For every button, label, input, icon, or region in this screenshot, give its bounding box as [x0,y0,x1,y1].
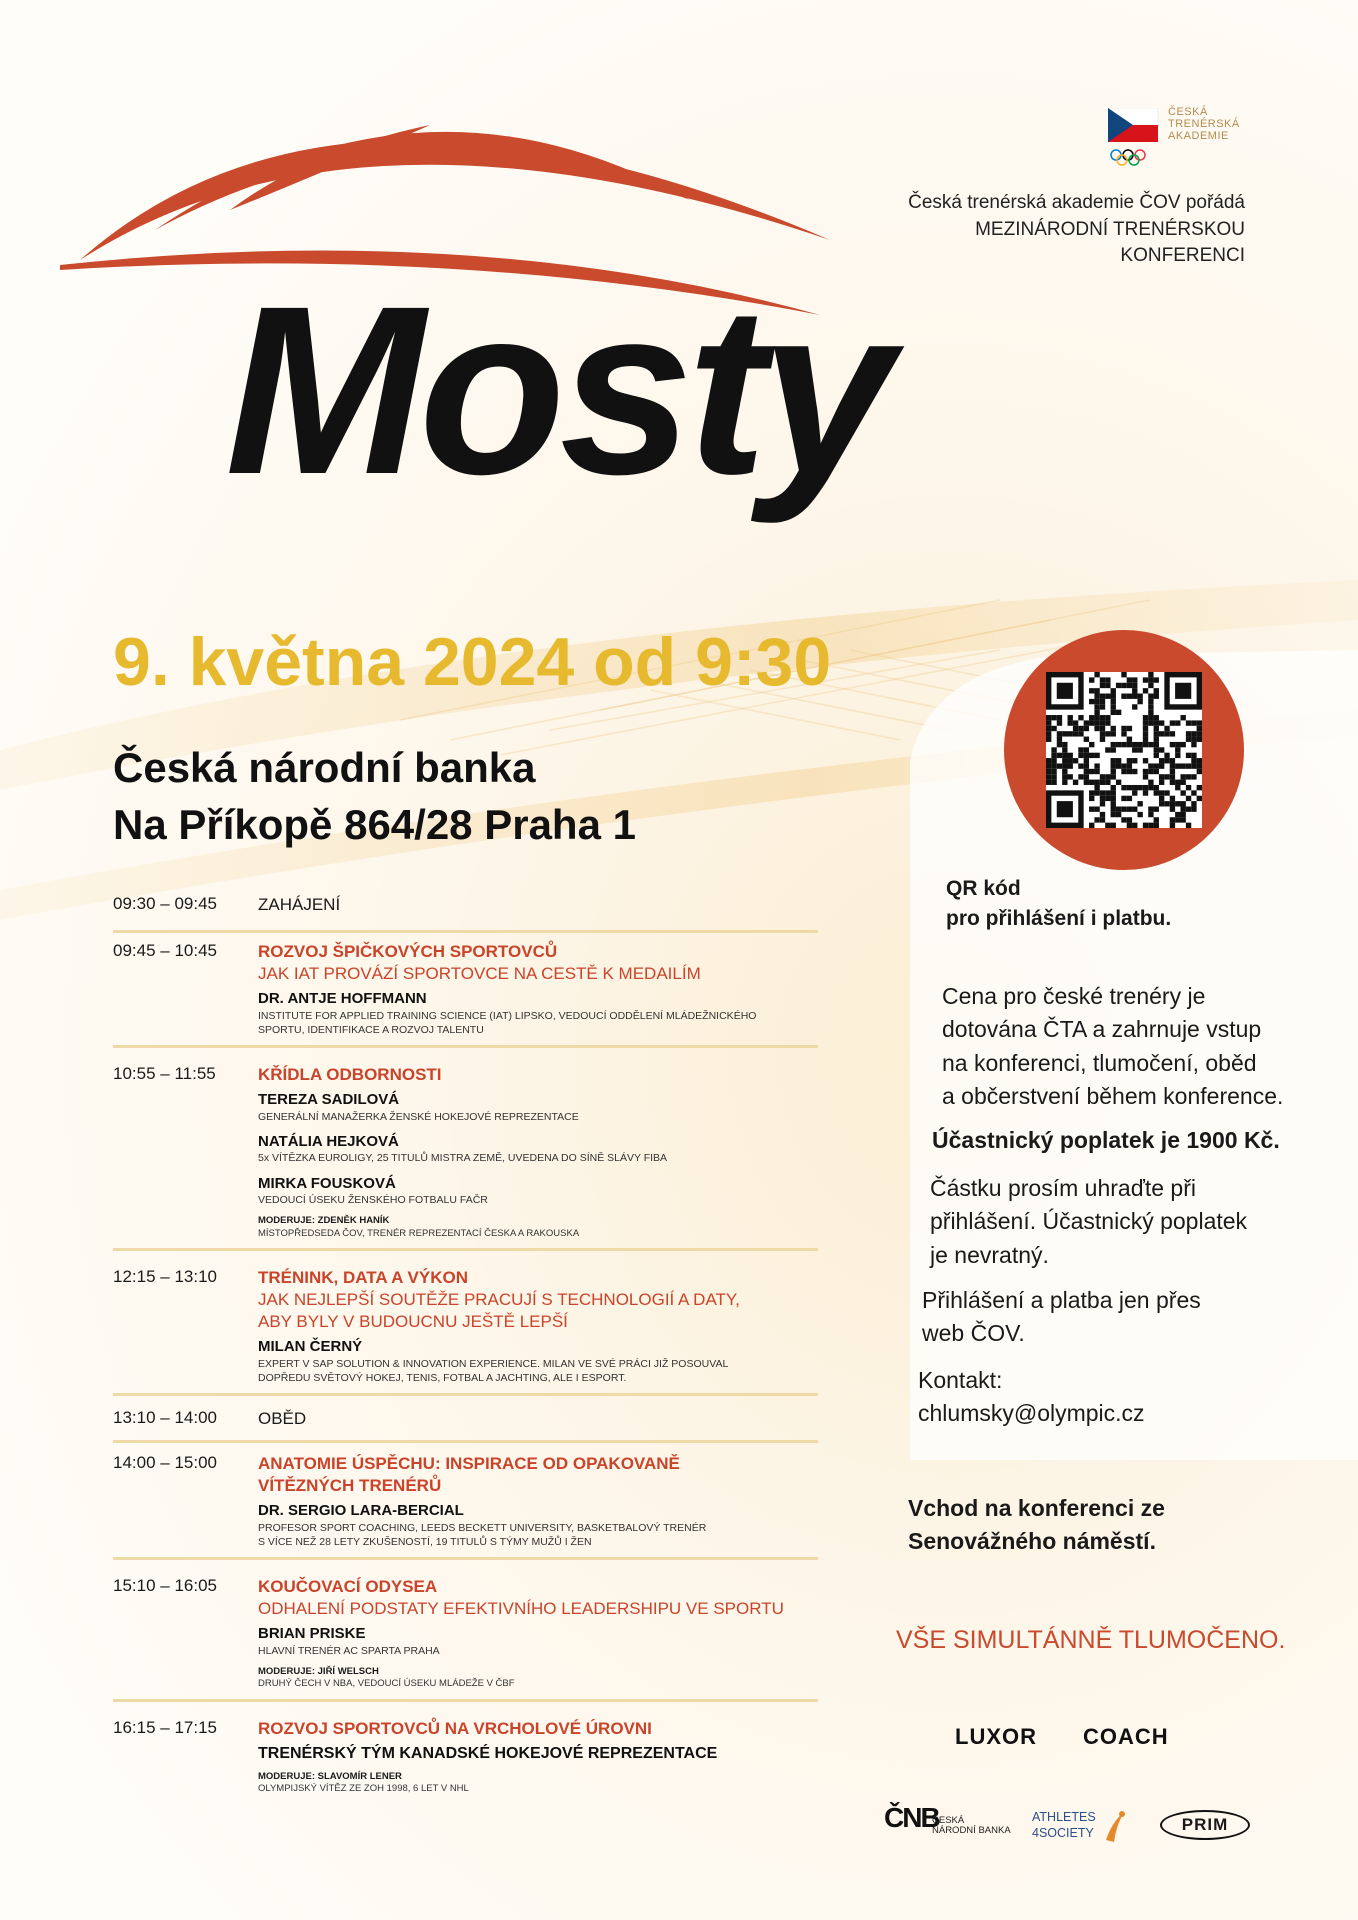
price-line: a občerstvení během konference. [942,1083,1284,1110]
slot-title: KOUČOVACÍ ODYSEA [258,1577,438,1597]
venue-name: Česká národní banka [113,744,536,791]
cnb-logo-mark: ČNB [884,1802,939,1833]
simultaneous-interpretation: VŠE SIMULTÁNNĚ TLUMOČENO. [896,1626,1286,1654]
slot-title: ROZVOJ ŠPIČKOVÝCH SPORTOVCŮ [258,942,558,962]
schedule-slot [113,1263,818,1396]
schedule-slot [113,1060,818,1251]
participation-fee: Účastnický poplatek je 1900 Kč. [932,1127,1280,1153]
slot-time: 10:55 – 11:55 [113,1064,216,1084]
slot-time: 14:00 – 15:00 [113,1453,217,1473]
slot-title: ANATOMIE ÚSPĚCHU: INSPIRACE OD OPAKOVANĚ [258,1454,680,1474]
price-line: na konferenci, tlumočení, oběd [942,1049,1257,1076]
slot-time: 12:15 – 13:10 [113,1266,217,1286]
cnb-logo-text [932,1816,1011,1837]
slot-time: 13:10 – 14:00 [113,1408,217,1428]
schedule-slot [113,890,818,933]
contact [918,1364,1145,1431]
speaker-desc: INSTITUTE FOR APPLIED TRAINING SCIENCE (IAT) LIPSKO, VEDOUCÍ ODDĚLENÍ MLÁDEŽNICKÉHO [258,1009,757,1022]
cta-logo-line: ČESKÁ [1168,106,1208,118]
athlete-figure-icon [1102,1808,1128,1844]
organizer-text [908,190,1245,270]
speaker-name: MIRKA FOUSKOVÁ [258,1174,396,1192]
web-line: Přihlášení a platba jen přes [922,1287,1201,1313]
speaker-desc: SPORTU, IDENTIFIKACE A ROZVOJ TALENTU [258,1023,484,1036]
price-line: dotována ČTA a zahrnuje vstup [942,1016,1262,1043]
moderator-name: MODERUJE: JIŘÍ WELSCH [258,1666,379,1678]
slot-subtitle: JAK NEJLEPŠÍ SOUTĚŽE PRACUJÍ S TECHNOLOGIÍ A DATY, [258,1290,740,1310]
slot-time: 09:45 – 10:45 [113,941,217,961]
athletes-line: ATHLETES [1032,1810,1096,1824]
slot-time: 09:30 – 09:45 [113,894,217,913]
moderator-name: MODERUJE: ZDENĚK HANÍK [258,1215,390,1227]
speaker-name: DR. SERGIO LARA-BERCIAL [258,1502,464,1520]
web-line: web ČOV. [922,1320,1025,1347]
czech-flag-olympic-rings-icon [1108,108,1160,168]
athletes4society-logo [1032,1810,1096,1841]
qr-label-line: QR kód [946,877,1021,900]
cnb-line: ČESKÁ [932,1815,965,1826]
moderator-name: MODERUJE: SLAVOMÍR LENER [258,1770,402,1782]
slot-title: ROZVOJ SPORTOVCŮ NA VRCHOLOVÉ ÚROVNI [258,1718,652,1738]
schedule-slot [113,1714,818,1804]
contact-email-link[interactable]: chlumsky@olympic.cz [918,1400,1145,1427]
speaker-name: DR. ANTJE HOFFMANN [258,990,427,1008]
venue-address: Na Příkopě 864/28 Praha 1 [113,800,636,848]
cta-logo-line: TRENÉRSKÁ [1168,118,1240,131]
entry-line: Senovážného náměstí. [908,1528,1156,1555]
qr-label-line: pro přihlášení i platbu. [946,907,1172,931]
conference-title: Mosty [225,256,889,524]
cta-logo-line: AKADEMIE [1168,130,1229,143]
payment-line: přihlášení. Účastnický poplatek [930,1208,1248,1235]
organizer-line: KONFERENCI [1120,245,1245,267]
payment-info [930,1172,1247,1272]
cta-logo-text [1168,106,1240,142]
moderator-desc: DRUHÝ ČECH V NBA, VEDOUCÍ ÚSEKU MLÁDEŽE V ČBF [258,1678,515,1690]
speaker-desc: DOPŘEDU SVĚTOVÝ HOKEJ, TENIS, FOTBAL A JACHTING, ALE I ESPORT. [258,1371,627,1384]
speaker-desc: GENERÁLNÍ MANAŽERKA ŽENSKÉ HOKEJOVÉ REPREZENTACE [258,1110,579,1123]
speaker-name: TEREZA SADILOVÁ [258,1091,400,1109]
speaker-name: MILAN ČERNÝ [258,1338,363,1356]
speaker-name: NATÁLIA HEJKOVÁ [258,1132,399,1150]
price-info [942,980,1283,1113]
slot-title: TRÉNINK, DATA A VÝKON [258,1267,468,1287]
entry-line: Vchod na konferenci ze [908,1495,1165,1521]
slot-subtitle: ODHALENÍ PODSTATY EFEKTIVNÍHO LEADERSHIPU VE SPORTU [258,1599,784,1619]
slot-title: ZAHÁJENÍ [258,895,341,914]
qr-label [946,874,1171,935]
schedule-slot [113,937,818,1048]
speaker-desc: 5x VÍTĚZKA EUROLIGY, 25 TITULŮ MISTRA ZEMĚ, UVEDENA DO SÍNĚ SLÁVY FIBA [258,1152,668,1165]
cnb-line: NÁRODNÍ BANKA [932,1825,1011,1837]
schedule-slot [113,1572,818,1702]
cta-logo [1108,108,1160,173]
coach-logo: COACH [1083,1724,1169,1749]
slot-time: 16:15 – 17:15 [113,1717,217,1737]
organizer-line: Česká trenérská akademie ČOV pořádá [908,192,1245,213]
speaker-desc: PROFESOR SPORT COACHING, LEEDS BECKETT UNIVERSITY, BASKETBALOVÝ TRENÉR [258,1521,707,1534]
prim-logo: PRIM [1160,1810,1250,1840]
web-info [922,1284,1201,1351]
moderator-desc: MÍSTOPŘEDSEDA ČOV, TRENÉR REPREZENTACÍ ČESKA A RAKOUSKA [258,1227,580,1239]
speaker-desc: EXPERT V SAP SOLUTION & INNOVATION EXPERIENCE. MILAN VE SVÉ PRÁCI JIŽ POSOUVAL [258,1357,729,1370]
speaker-desc: VEDOUCÍ ÚSEKU ŽENSKÉHO FOTBALU FAČR [258,1194,488,1207]
entry-info [908,1492,1165,1559]
speaker-name: TRENÉRSKÝ TÝM KANADSKÉ HOKEJOVÉ REPREZENTACE [258,1744,718,1762]
conference-date: 9. května 2024 od 9:30 [113,624,832,700]
venue [113,740,636,853]
luxor-logo: LUXOR [955,1724,1037,1749]
slot-title: KŘÍDLA ODBORNOSTI [258,1065,442,1085]
price-line: Cena pro české trenéry je [942,983,1206,1009]
speaker-desc: HLAVNÍ TRENÉR AC SPARTA PRAHA [258,1644,440,1657]
athletes-line: 4SOCIETY [1032,1825,1094,1840]
moderator-desc: OLYMPIJSKÝ VÍTĚZ ZE ZOH 1998, 6 LET V NHL [258,1782,469,1794]
slot-title: OBĚD [258,1409,307,1429]
program-schedule [113,890,818,1803]
slot-title: VÍTĚZNÝCH TRENÉRŮ [258,1476,442,1496]
payment-line: Částku prosím uhraďte při [930,1175,1196,1201]
slot-subtitle: ABY BYLY V BUDOUCNU JEŠTĚ LEPŠÍ [258,1312,568,1332]
schedule-slot [113,1404,818,1443]
contact-label: Kontakt: [918,1367,1003,1393]
slot-subtitle: JAK IAT PROVÁZÍ SPORTOVCE NA CESTĚ K MEDAILÍM [258,964,701,984]
organizer-line: MEZINÁRODNÍ TRENÉRSKOU [975,218,1245,240]
speaker-desc: S VÍCE NEŽ 28 LETY ZKUŠENOSTÍ, 19 TITULŮ S TÝMY MUŽŮ I ŽEN [258,1536,592,1548]
speaker-name: BRIAN PRISKE [258,1625,366,1643]
schedule-slot [113,1449,818,1560]
registration-qr-code[interactable] [1046,672,1202,828]
payment-line: je nevratný. [930,1241,1049,1268]
slot-time: 15:10 – 16:05 [113,1576,217,1596]
